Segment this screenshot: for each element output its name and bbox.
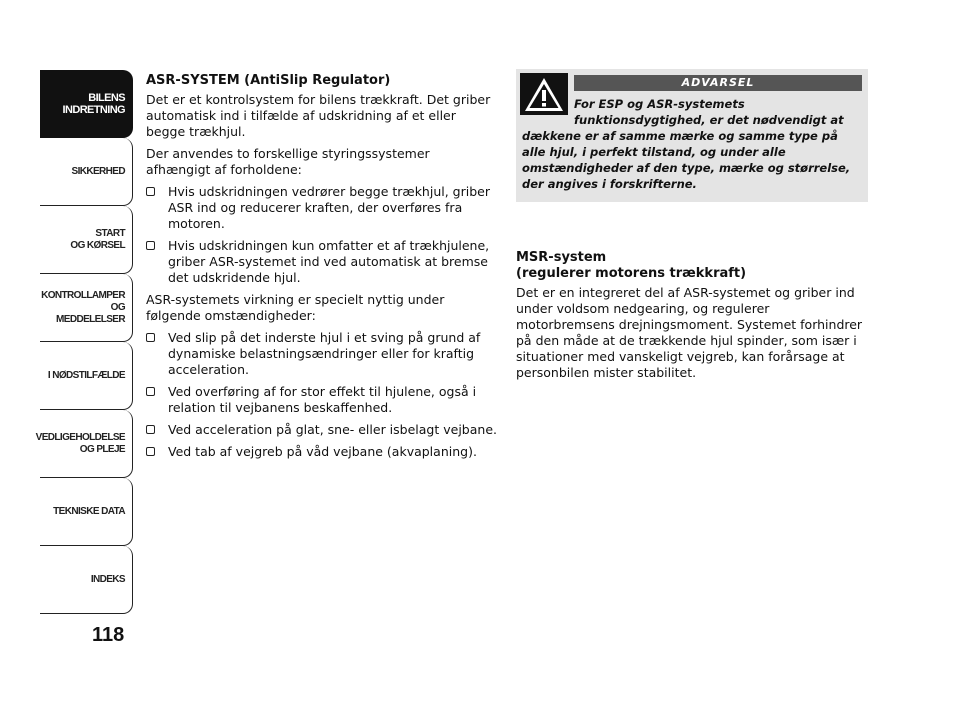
asr-section	[146, 73, 498, 466]
checkbox-bullet-icon	[146, 241, 155, 250]
msr-heading: MSR-system	[516, 250, 607, 265]
list-item: Hvis udskridningen kun omfatter et af trækhjulene, griber ASR-systemet ind ved automatisk at bremse det udskridende hjul.	[146, 238, 498, 286]
tab-sikkerhed[interactable]	[40, 138, 133, 206]
list-item: Ved tab af vejgreb på våd vejbane (akvaplaning).	[146, 444, 498, 460]
tab-i-nodstilfaelde[interactable]	[40, 342, 133, 410]
checkbox-bullet-icon	[146, 187, 155, 196]
list-item: Ved overføring af for stor effekt til hjulene, også i relation til vejbanens beskaffenhed.	[146, 384, 498, 416]
checkbox-bullet-icon	[146, 447, 155, 456]
tab-indeks[interactable]	[40, 546, 133, 614]
asr-heading: ASR-SYSTEM (AntiSlip Regulator)	[146, 73, 391, 88]
warning-box	[516, 69, 868, 202]
systems-intro: Der anvendes to forskellige styringssystemer afhængigt af forholdene:	[146, 146, 430, 177]
checkbox-bullet-icon	[146, 333, 155, 342]
useful-intro: ASR-systemets virkning er specielt nyttig under følgende omstændigheder:	[146, 292, 445, 323]
tab-label: KONTROLLAMPER OG MEDDELELSER	[41, 289, 125, 325]
warning-text: For ESP og ASR-systemets funktionsdygtighed, er det nødvendigt at dækkene er af samme mærke og samme type på alle hjul, i perfekt tilstand, og under alle omstændigheder af den type, mærke og størrelse, der angives i forskrifterne.	[522, 97, 851, 191]
msr-section	[516, 250, 868, 387]
checkbox-bullet-icon	[146, 387, 155, 396]
tab-label: SIKKERHED	[71, 165, 125, 177]
tab-label: VEDLIGEHOLDELSE OG PLEJE	[35, 431, 125, 455]
warning-title: ADVARSEL	[574, 75, 862, 91]
tab-vedligeholdelse[interactable]	[35, 410, 133, 478]
list-item: Ved acceleration på glat, sne- eller isbelagt vejbane.	[146, 422, 498, 438]
list-item: Hvis udskridningen vedrører begge trækhjul, griber ASR ind og reducerer kraften, der overføres fra motoren.	[146, 184, 498, 232]
tab-label: TEKNISKE DATA	[53, 505, 125, 517]
tab-bilens-indretning[interactable]	[40, 70, 133, 138]
systems-list	[146, 184, 498, 286]
tab-label: BILENS INDRETNING	[62, 92, 125, 116]
tab-label: I NØDSTILFÆLDE	[47, 369, 125, 381]
tab-kontrollamper[interactable]	[40, 274, 133, 342]
tab-label: INDEKS	[90, 573, 125, 585]
tab-start-og-korsel[interactable]	[40, 206, 133, 274]
msr-subheading: (regulerer motorens trækkraft)	[516, 266, 747, 281]
checkbox-bullet-icon	[146, 425, 155, 434]
asr-intro: Det er et kontrolsystem for bilens trækkraft. Det griber automatisk ind i tilfælde af udskridning af et eller begge trækhjul.	[146, 92, 491, 139]
useful-list	[146, 330, 498, 460]
chapter-tabs	[35, 70, 133, 614]
tab-label: START OG KØRSEL	[70, 227, 125, 251]
msr-body: Det er en integreret del af ASR-systemet og griber ind under voldsom nedgearing, og regulerer motorbremsens drejningsmoment. Systemet forhindrer på den måde at de trækkende hjul spinder, som især i situationer med vanskeligt vejgreb, kan forårsage at personbilen mister stabilitet.	[516, 285, 863, 380]
list-item: Ved slip på det inderste hjul i et sving på grund af dynamiske belastningsændringer eller for kraftig acceleration.	[146, 330, 498, 378]
tab-tekniske-data[interactable]	[40, 478, 133, 546]
page-number: 118	[92, 624, 125, 646]
